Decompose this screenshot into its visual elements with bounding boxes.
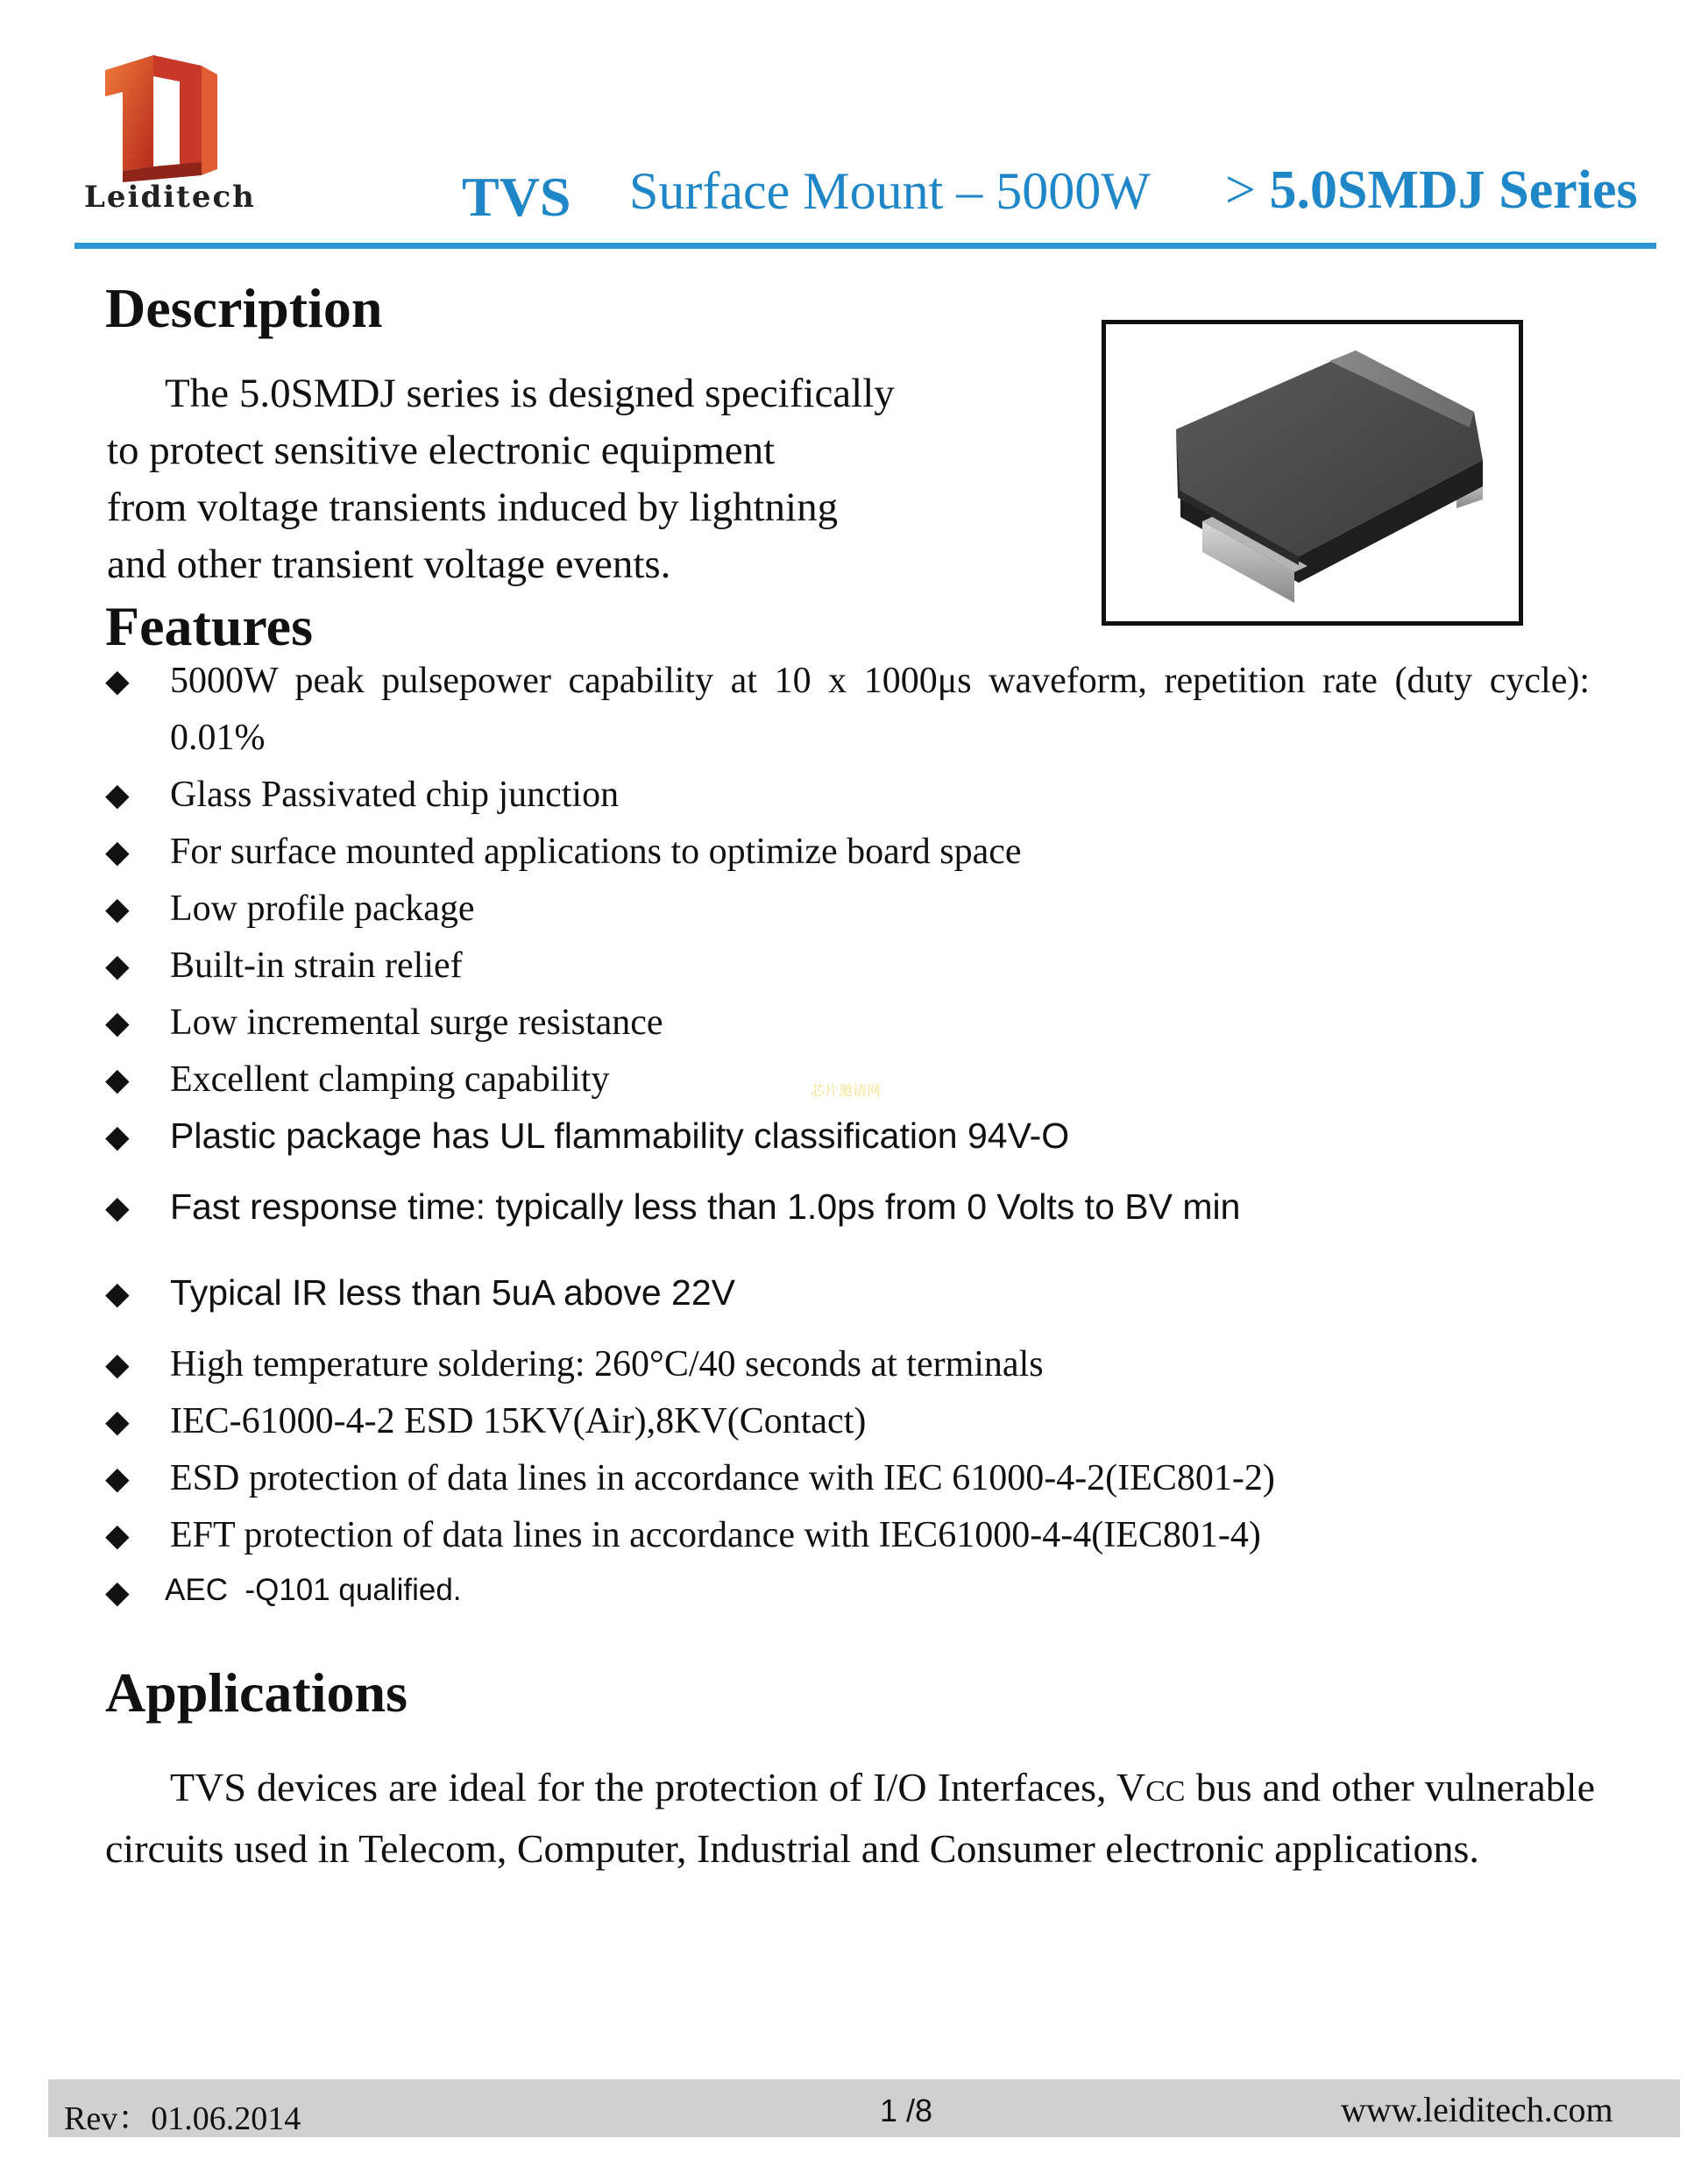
feature-text: Typical IR less than 5uA above 22V bbox=[170, 1272, 736, 1313]
bullet-diamond-icon: ◆ bbox=[105, 777, 130, 813]
footer-page-number: 1 /8 bbox=[880, 2093, 933, 2128]
description-paragraph bbox=[107, 365, 1018, 593]
series-prefix: > bbox=[1225, 160, 1270, 220]
feature-text: ESD protection of data lines in accordance with IEC 61000-4-2(IEC801-2) bbox=[170, 1458, 1275, 1498]
header-divider bbox=[74, 243, 1656, 249]
description-line: and other transient voltage events. bbox=[107, 542, 671, 587]
bullet-diamond-icon: ◆ bbox=[105, 1119, 130, 1155]
bullet-diamond-icon: ◆ bbox=[105, 1518, 130, 1554]
feature-text: Plastic package has UL flammability classification 94V-O bbox=[170, 1115, 1070, 1156]
series-name: 5.0SMDJ Series bbox=[1269, 160, 1638, 220]
bullet-diamond-icon: ◆ bbox=[105, 891, 130, 927]
header-subtitle: Surface Mount – 5000W bbox=[629, 162, 1151, 220]
bullet-diamond-icon: ◆ bbox=[105, 1461, 130, 1497]
feature-text: IEC-61000-4-2 ESD 15KV(Air),8KV(Contact) bbox=[170, 1401, 867, 1441]
bullet-diamond-icon: ◆ bbox=[105, 1062, 130, 1098]
bullet-diamond-icon: ◆ bbox=[105, 834, 130, 870]
applications-text-end: bus and other vulnerable circuits used in Telecom, Computer, Industrial and Consumer electronic applications. bbox=[105, 1765, 1595, 1871]
description-line: The 5.0SMDJ series is designed specifically bbox=[165, 371, 895, 416]
feature-text: Excellent clamping capability bbox=[170, 1059, 610, 1100]
feature-text: Low profile package bbox=[170, 889, 475, 929]
footer-website-link[interactable]: www.leiditech.com bbox=[1341, 2090, 1613, 2129]
applications-text-start: TVS devices are ideal for the protection of I/O Interfaces, V bbox=[170, 1765, 1146, 1809]
feature-text: For surface mounted applications to optimize board space bbox=[170, 832, 1022, 872]
feature-text: EFT protection of data lines in accordance with IEC61000-4-4(IEC801-4) bbox=[170, 1515, 1261, 1555]
description-line: to protect sensitive electronic equipment bbox=[107, 428, 776, 473]
bullet-diamond-icon: ◆ bbox=[105, 1276, 130, 1312]
watermark-text: 芯片邀请网 bbox=[811, 1082, 882, 1099]
bullet-diamond-icon: ◆ bbox=[105, 1575, 130, 1611]
feature-text: Low incremental surge resistance bbox=[170, 1002, 663, 1043]
vcc-subscript: CC bbox=[1145, 1775, 1186, 1808]
feature-text: AEC -Q101 qualified. bbox=[165, 1573, 462, 1607]
header-series bbox=[1225, 159, 1638, 222]
bullet-diamond-icon: ◆ bbox=[105, 1404, 130, 1440]
logo-wordmark: Leiditech bbox=[84, 180, 256, 215]
feature-text: Glass Passivated chip junction bbox=[170, 775, 620, 815]
bullet-diamond-icon: ◆ bbox=[105, 1005, 130, 1041]
bullet-diamond-icon: ◆ bbox=[105, 948, 130, 984]
header-tvs: TVS bbox=[462, 166, 571, 228]
component-image-frame bbox=[1102, 320, 1523, 626]
footer-revision: Rev：01.06.2014 bbox=[64, 2100, 301, 2137]
features-heading: Features bbox=[105, 595, 313, 657]
bullet-diamond-icon: ◆ bbox=[105, 1347, 130, 1383]
description-line: from voltage transients induced by lightning bbox=[107, 485, 839, 530]
bullet-diamond-icon: ◆ bbox=[105, 663, 130, 699]
smd-package-image bbox=[1106, 324, 1519, 621]
applications-paragraph bbox=[105, 1759, 1595, 1877]
feature-text: 5000W peak pulsepower capability at 10 x 1000μs waveform, repetition rate (duty cycle): 0.01% bbox=[170, 661, 1590, 758]
bullet-diamond-icon: ◆ bbox=[105, 1190, 130, 1226]
description-heading: Description bbox=[105, 277, 383, 339]
feature-text: Built-in strain relief bbox=[170, 945, 463, 986]
feature-text: Fast response time: typically less than 1.0ps from 0 Volts to BV min bbox=[170, 1186, 1241, 1227]
feature-text: High temperature soldering: 260°C/40 seconds at terminals bbox=[170, 1344, 1044, 1384]
applications-heading: Applications bbox=[105, 1661, 408, 1724]
